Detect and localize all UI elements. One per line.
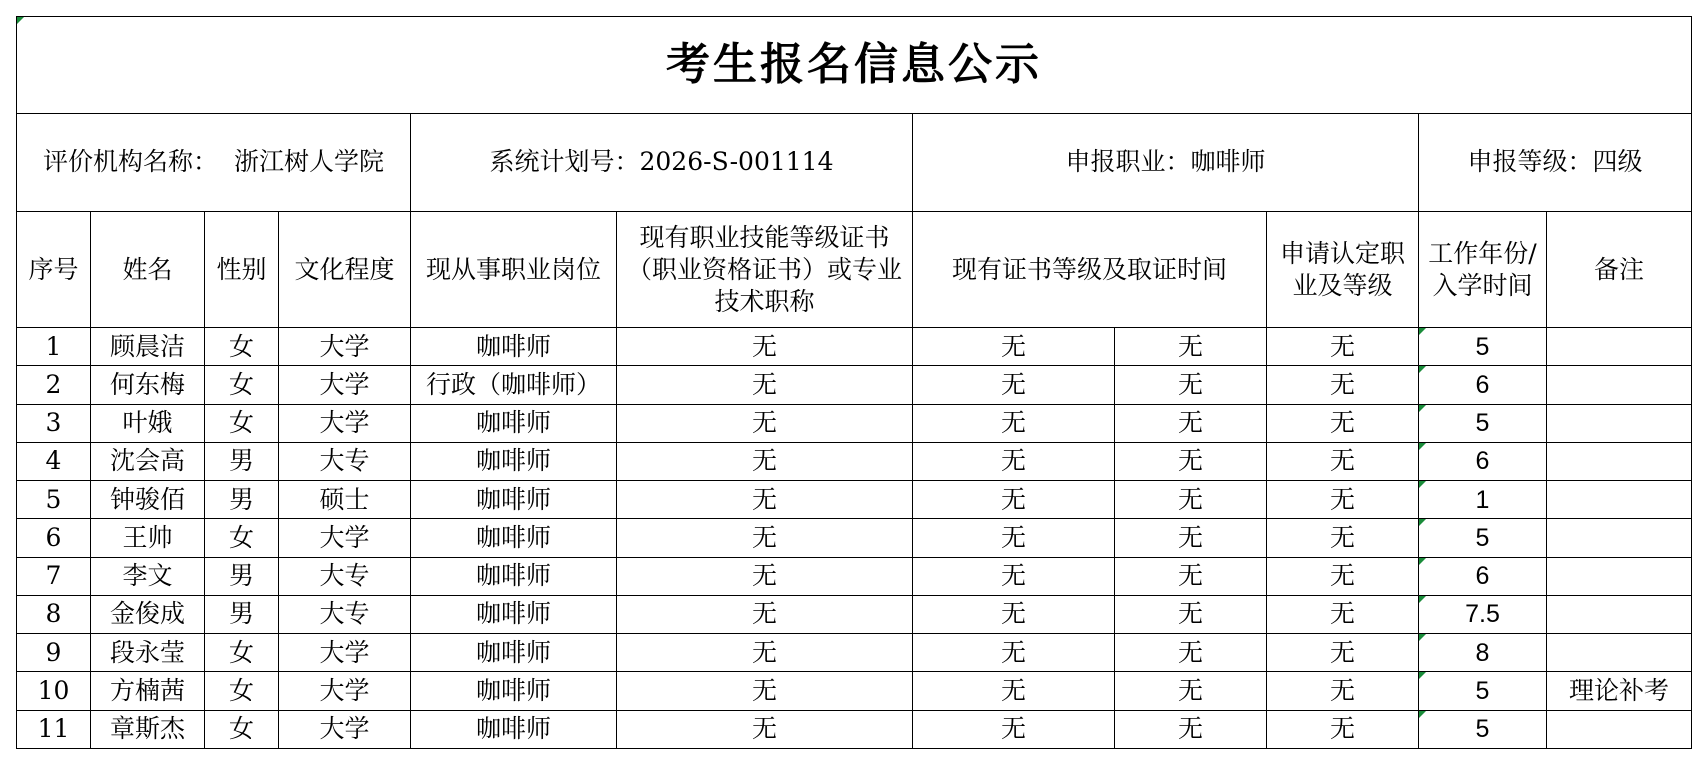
cell-name: 金俊成 <box>91 595 205 633</box>
cell-name: 章斯杰 <box>91 710 205 748</box>
cell-gender: 女 <box>205 672 279 710</box>
cell-marker <box>1419 443 1426 450</box>
header-apply-level: 申请认定职业及等级 <box>1267 212 1419 328</box>
cell-name: 段永莹 <box>91 634 205 672</box>
work-years-value: 8 <box>1475 638 1490 667</box>
cell-cert: 无 <box>617 634 913 672</box>
cell-cert-time: 无 <box>1115 481 1267 519</box>
work-years-value: 5 <box>1475 523 1490 552</box>
cell-education: 大学 <box>279 366 411 404</box>
cell-seq: 8 <box>17 595 91 633</box>
plan-number: 系统计划号：2026-S-001114 <box>411 113 913 212</box>
title-row <box>17 17 1692 114</box>
cell-gender: 女 <box>205 710 279 748</box>
header-work-years: 工作年份/入学时间 <box>1419 212 1547 328</box>
cell-marker <box>1419 519 1426 526</box>
cell-education: 大专 <box>279 595 411 633</box>
cell-seq: 3 <box>17 404 91 442</box>
cell-seq: 1 <box>17 328 91 366</box>
table-row <box>17 404 1692 442</box>
cell-position: 咖啡师 <box>411 404 617 442</box>
table-row <box>17 634 1692 672</box>
cell-cert-level: 无 <box>913 328 1115 366</box>
cell-remark <box>1547 481 1692 519</box>
cell-cert: 无 <box>617 442 913 480</box>
work-years-value: 6 <box>1475 370 1490 399</box>
cell-cert-time: 无 <box>1115 519 1267 557</box>
work-years-value: 6 <box>1475 562 1490 591</box>
cell-seq: 4 <box>17 442 91 480</box>
cell-marker <box>1419 711 1426 718</box>
cell-cert: 无 <box>617 328 913 366</box>
cell-cert: 无 <box>617 481 913 519</box>
cell-apply: 无 <box>1267 595 1419 633</box>
cell-years <box>1419 557 1547 595</box>
cell-apply: 无 <box>1267 481 1419 519</box>
cell-gender: 男 <box>205 557 279 595</box>
cell-years <box>1419 366 1547 404</box>
cell-years <box>1419 404 1547 442</box>
cell-cert-level: 无 <box>913 672 1115 710</box>
table-row <box>17 481 1692 519</box>
cell-cert-time: 无 <box>1115 442 1267 480</box>
work-years-value: 5 <box>1475 409 1490 438</box>
declared-level: 申报等级：四级 <box>1419 113 1692 212</box>
cell-gender: 女 <box>205 519 279 557</box>
table-row <box>17 710 1692 748</box>
header-cert-level-time: 现有证书等级及取证时间 <box>913 212 1267 328</box>
header-row <box>17 212 1692 328</box>
cell-marker <box>1419 634 1426 641</box>
cell-seq: 2 <box>17 366 91 404</box>
cell-name: 王帅 <box>91 519 205 557</box>
work-years-value: 7.5 <box>1465 600 1500 629</box>
cell-cert: 无 <box>617 557 913 595</box>
cell-position: 咖啡师 <box>411 710 617 748</box>
cell-cert: 无 <box>617 404 913 442</box>
cell-cert-level: 无 <box>913 557 1115 595</box>
cell-gender: 女 <box>205 328 279 366</box>
cell-cert-time: 无 <box>1115 366 1267 404</box>
cell-seq: 6 <box>17 519 91 557</box>
cell-education: 大学 <box>279 634 411 672</box>
cell-remark <box>1547 710 1692 748</box>
cell-marker <box>1419 366 1426 373</box>
registration-table <box>16 16 1692 749</box>
cell-remark <box>1547 404 1692 442</box>
cell-cert-level: 无 <box>913 634 1115 672</box>
cell-cert: 无 <box>617 710 913 748</box>
cell-education: 大学 <box>279 519 411 557</box>
cell-apply: 无 <box>1267 557 1419 595</box>
cell-cert-time: 无 <box>1115 557 1267 595</box>
header-current-cert: 现有职业技能等级证书（职业资格证书）或专业技术职称 <box>617 212 913 328</box>
cell-remark <box>1547 442 1692 480</box>
cell-gender: 女 <box>205 404 279 442</box>
cell-name: 钟骏佰 <box>91 481 205 519</box>
cell-education: 大专 <box>279 557 411 595</box>
cell-apply: 无 <box>1267 442 1419 480</box>
work-years-value: 5 <box>1475 332 1490 361</box>
institution-name: 评价机构名称： 浙江树人学院 <box>17 113 411 212</box>
cell-education: 大学 <box>279 672 411 710</box>
cell-education: 大学 <box>279 404 411 442</box>
cell-position: 咖啡师 <box>411 672 617 710</box>
cell-cert-level: 无 <box>913 595 1115 633</box>
cell-cert: 无 <box>617 595 913 633</box>
cell-years <box>1419 519 1547 557</box>
cell-years <box>1419 328 1547 366</box>
cell-remark: 理论补考 <box>1547 672 1692 710</box>
table-row <box>17 519 1692 557</box>
cell-apply: 无 <box>1267 328 1419 366</box>
work-years-value: 5 <box>1475 676 1490 705</box>
cell-remark <box>1547 557 1692 595</box>
cell-marker <box>1419 672 1426 679</box>
header-name: 姓名 <box>91 212 205 328</box>
cell-years <box>1419 481 1547 519</box>
cell-name: 方楠茜 <box>91 672 205 710</box>
cell-position: 咖啡师 <box>411 557 617 595</box>
cell-position: 咖啡师 <box>411 595 617 633</box>
cell-cert-time: 无 <box>1115 634 1267 672</box>
page-title: 考生报名信息公示 <box>17 17 1692 114</box>
cell-cert-level: 无 <box>913 710 1115 748</box>
cell-apply: 无 <box>1267 672 1419 710</box>
cell-position: 咖啡师 <box>411 328 617 366</box>
cell-seq: 11 <box>17 710 91 748</box>
cell-cert-level: 无 <box>913 404 1115 442</box>
cell-apply: 无 <box>1267 404 1419 442</box>
cell-seq: 10 <box>17 672 91 710</box>
header-education: 文化程度 <box>279 212 411 328</box>
cell-cert-level: 无 <box>913 481 1115 519</box>
cell-name: 沈会高 <box>91 442 205 480</box>
cell-seq: 7 <box>17 557 91 595</box>
cell-remark <box>1547 634 1692 672</box>
cell-seq: 9 <box>17 634 91 672</box>
cell-position: 行政（咖啡师） <box>411 366 617 404</box>
cell-cert-time: 无 <box>1115 328 1267 366</box>
cell-cert-level: 无 <box>913 519 1115 557</box>
cell-gender: 男 <box>205 442 279 480</box>
cell-remark <box>1547 328 1692 366</box>
cell-cert-time: 无 <box>1115 595 1267 633</box>
cell-education: 大学 <box>279 710 411 748</box>
table-row <box>17 366 1692 404</box>
header-remark: 备注 <box>1547 212 1692 328</box>
cell-remark <box>1547 519 1692 557</box>
cell-marker <box>1419 481 1426 488</box>
cell-years <box>1419 672 1547 710</box>
cell-gender: 女 <box>205 634 279 672</box>
cell-years <box>1419 634 1547 672</box>
cell-position: 咖啡师 <box>411 442 617 480</box>
table-row <box>17 672 1692 710</box>
work-years-value: 5 <box>1475 715 1490 744</box>
table-row <box>17 557 1692 595</box>
cell-name: 顾晨洁 <box>91 328 205 366</box>
cell-apply: 无 <box>1267 634 1419 672</box>
cell-years <box>1419 710 1547 748</box>
cell-education: 大学 <box>279 328 411 366</box>
cell-years <box>1419 595 1547 633</box>
table-row <box>17 442 1692 480</box>
cell-name: 李文 <box>91 557 205 595</box>
cell-cert: 无 <box>617 519 913 557</box>
cell-cert-time: 无 <box>1115 404 1267 442</box>
cell-position: 咖啡师 <box>411 481 617 519</box>
table-row <box>17 328 1692 366</box>
cell-name: 叶娥 <box>91 404 205 442</box>
cell-cert-time: 无 <box>1115 672 1267 710</box>
declared-occupation: 申报职业：咖啡师 <box>913 113 1419 212</box>
cell-name: 何东梅 <box>91 366 205 404</box>
header-gender: 性别 <box>205 212 279 328</box>
cell-position: 咖啡师 <box>411 634 617 672</box>
cell-education: 硕士 <box>279 481 411 519</box>
info-row <box>17 113 1692 212</box>
cell-seq: 5 <box>17 481 91 519</box>
cell-marker <box>1419 558 1426 565</box>
cell-cert-level: 无 <box>913 442 1115 480</box>
cell-cert-time: 无 <box>1115 710 1267 748</box>
cell-gender: 男 <box>205 595 279 633</box>
cell-remark <box>1547 595 1692 633</box>
table-row <box>17 595 1692 633</box>
cell-marker <box>1419 596 1426 603</box>
cell-apply: 无 <box>1267 366 1419 404</box>
cell-marker <box>1419 328 1426 335</box>
cell-position: 咖啡师 <box>411 519 617 557</box>
cell-cert-level: 无 <box>913 366 1115 404</box>
work-years-value: 6 <box>1475 447 1490 476</box>
header-position: 现从事职业岗位 <box>411 212 617 328</box>
cell-gender: 男 <box>205 481 279 519</box>
cell-marker <box>1419 405 1426 412</box>
cell-remark <box>1547 366 1692 404</box>
cell-apply: 无 <box>1267 710 1419 748</box>
cell-cert: 无 <box>617 366 913 404</box>
work-years-value: 1 <box>1475 485 1490 514</box>
cell-apply: 无 <box>1267 519 1419 557</box>
header-seq: 序号 <box>17 212 91 328</box>
cell-gender: 女 <box>205 366 279 404</box>
cell-education: 大专 <box>279 442 411 480</box>
cell-years <box>1419 442 1547 480</box>
cell-cert: 无 <box>617 672 913 710</box>
